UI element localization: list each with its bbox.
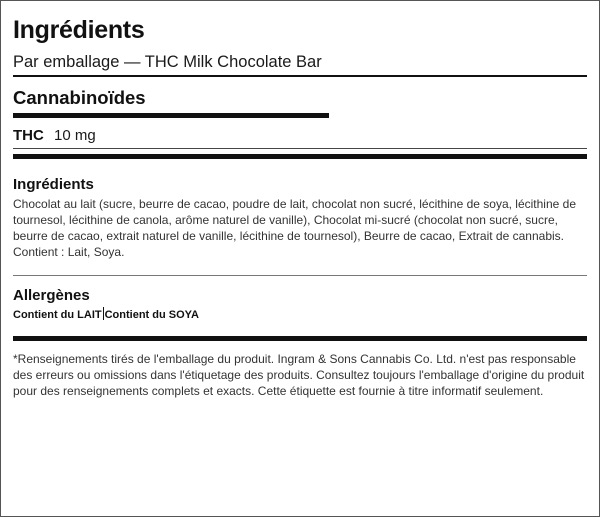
cannabinoids-heading: Cannabinoïdes [13,87,146,108]
divider-thick [13,336,587,341]
ingredients-heading: Ingrédients [13,176,94,193]
allergen-separator [103,307,104,320]
divider-thin [13,148,587,149]
divider-thin [13,275,587,276]
disclaimer-text: *Renseignements tirés de l'emballage du produit. Ingram & Sons Cannabis Co. Ltd. n'est pas responsable des erreurs ou omissions dans l'étiquetage des produits. Consultez toujours l'emballage d'origine du produit pour des renseignements complets et exacts. Cette étiquette est fournie à titre informatif seulement. [13,352,585,398]
divider-thick [13,154,587,159]
allergens-list [13,307,199,322]
divider [13,75,587,77]
allergen-item: Contient du SOYA [104,309,199,321]
divider-thick [13,113,329,118]
page-title: Ingrédients [13,16,145,44]
allergen-item: Contient du LAIT [13,309,102,321]
cannabinoid-row [13,127,96,145]
cannabinoid-value: 10 mg [54,127,96,144]
allergens-heading: Allergènes [13,287,90,304]
page-subtitle: Par emballage — THC Milk Chocolate Bar [13,53,322,71]
cannabinoid-label: THC [13,127,44,144]
ingredients-text: Chocolat au lait (sucre, beurre de cacao, poudre de lait, chocolat non sucré, lécithine de soya, lécithine de tournesol, lécithine de canola, arôme naturel de vanille), Chocolat mi-sucré (chocolat non sucré, sucre, beurre de cacao, extrait naturel de vanille, lécithine de tournesol), Beurre de cacao, Extrait de cannabis. Contient : Lait, Soya. [13,197,577,259]
